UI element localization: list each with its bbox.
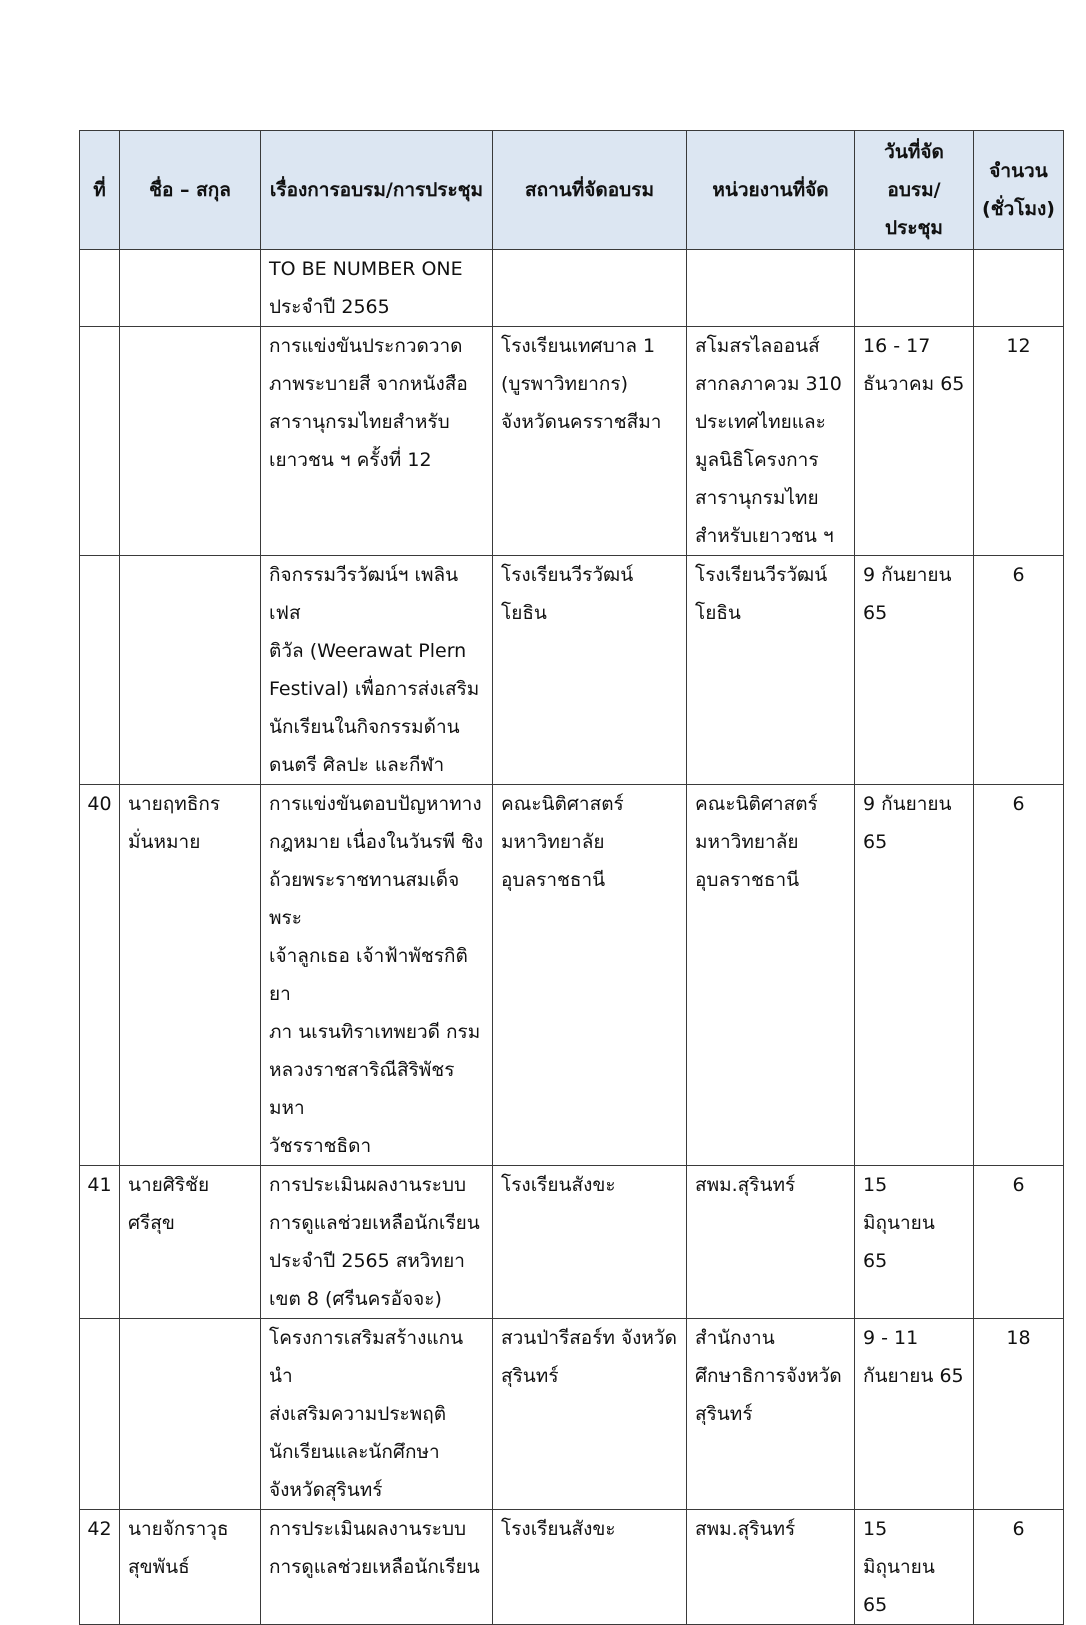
cell-name — [120, 785, 261, 1166]
cell-name — [120, 556, 261, 785]
cell-organizer-line: ประเทศไทยและ — [695, 411, 826, 433]
cell-topic-line: TO BE NUMBER ONE — [269, 258, 463, 280]
cell-venue — [493, 327, 687, 556]
cell-name — [120, 1510, 261, 1625]
cell-topic-line: นักเรียนและนักศึกษา — [269, 1441, 440, 1463]
cell-name — [120, 327, 261, 556]
header-venue: สถานที่จัดอบรม — [493, 131, 687, 250]
cell-venue — [493, 1510, 687, 1625]
cell-topic-line: กิจกรรมวีรวัฒน์ฯ เพลินเฟส — [269, 564, 459, 624]
cell-name — [120, 250, 261, 327]
cell-venue-line: (บูรพาวิทยากร) — [501, 373, 628, 395]
header-hours — [974, 131, 1064, 250]
cell-organizer-line: มหาวิทยาลัย — [695, 831, 799, 853]
cell-name-line: ศรีสุข — [128, 1212, 175, 1234]
cell-no — [80, 556, 120, 785]
header-date-line: วันที่จัด — [884, 141, 944, 163]
cell-hours — [974, 250, 1064, 327]
cell-organizer — [687, 1319, 855, 1510]
cell-no — [80, 250, 120, 327]
header-date — [855, 131, 974, 250]
cell-topic-line: นักเรียนในกิจกรรมด้าน — [269, 716, 460, 738]
cell-date — [855, 250, 974, 327]
cell-date-line: 15 มิถุนายน — [863, 1174, 935, 1234]
cell-organizer-line: มูลนิธิโครงการ — [695, 449, 819, 471]
cell-date-line: 65 — [863, 602, 888, 624]
cell-topic-line: การแข่งขันตอบปัญหาทาง — [269, 793, 482, 815]
cell-organizer — [687, 1166, 855, 1319]
cell-organizer-line: สพม.สุรินทร์ — [695, 1174, 796, 1196]
cell-date-line: 9 กันยายน — [863, 793, 952, 815]
cell-venue — [493, 250, 687, 327]
cell-organizer — [687, 556, 855, 785]
cell-venue-line: โรงเรียนสังขะ — [501, 1518, 616, 1540]
cell-topic-line: การดูแลช่วยเหลือนักเรียน — [269, 1556, 480, 1578]
cell-topic-line: โครงการเสริมสร้างแกนนำ — [269, 1327, 464, 1387]
cell-name-line: สุขพันธ์ — [128, 1556, 190, 1578]
cell-venue-line: สุรินทร์ — [501, 1365, 559, 1387]
cell-date — [855, 1319, 974, 1510]
table-header — [80, 131, 1064, 250]
header-hours-line: จำนวน — [989, 160, 1048, 182]
cell-no — [80, 327, 120, 556]
header-hours-line: (ชั่วโมง) — [982, 198, 1055, 220]
cell-no: 41 — [80, 1166, 120, 1319]
cell-topic-line: การดูแลช่วยเหลือนักเรียน — [269, 1212, 480, 1234]
cell-topic — [261, 785, 493, 1166]
cell-name — [120, 1166, 261, 1319]
cell-topic — [261, 250, 493, 327]
cell-name-line: นายฤทธิกร — [128, 793, 221, 815]
cell-topic-line: การประเมินผลงานระบบ — [269, 1518, 467, 1540]
cell-topic-line: ภาพระบายสี จากหนังสือ — [269, 373, 468, 395]
cell-hours: 18 — [974, 1319, 1064, 1510]
cell-hours: 12 — [974, 327, 1064, 556]
cell-date-line: 9 กันยายน — [863, 564, 952, 586]
cell-name-line: นายจักราวุธ — [128, 1518, 229, 1540]
cell-topic-line: ถ้วยพระราชทานสมเด็จพระ — [269, 869, 460, 929]
cell-name — [120, 1319, 261, 1510]
cell-venue — [493, 785, 687, 1166]
header-topic: เรื่องการอบรม/การประชุม — [261, 131, 493, 250]
cell-date-line: 16 - 17 — [863, 335, 931, 357]
header-row — [80, 131, 1064, 250]
training-table — [79, 130, 1064, 1625]
cell-date-line: 9 - 11 — [863, 1327, 919, 1349]
cell-topic-line: วัชรราชธิดา — [269, 1135, 372, 1157]
cell-date-line: 65 — [863, 1250, 888, 1272]
cell-topic-line: เจ้าลูกเธอ เจ้าฟ้าพัชรกิติยา — [269, 945, 468, 1005]
cell-topic-line: ดนตรี ศิลปะ และกีฬา — [269, 754, 445, 776]
cell-topic-line: เขต 8 (ศรีนครอัจจะ) — [269, 1288, 442, 1310]
table-row — [80, 327, 1064, 556]
cell-organizer-line: สุรินทร์ — [695, 1403, 753, 1425]
cell-topic-line: การประเมินผลงานระบบ — [269, 1174, 467, 1196]
cell-organizer-line: สารานุกรมไทย — [695, 487, 819, 509]
cell-venue-line: โรงเรียนสังขะ — [501, 1174, 616, 1196]
cell-no — [80, 1319, 120, 1510]
cell-topic-line: ประจำปี 2565 สหวิทยา — [269, 1250, 465, 1272]
cell-organizer — [687, 327, 855, 556]
cell-organizer-line: โรงเรียนวีรวัฒน์ — [695, 564, 828, 586]
cell-topic-line: กฎหมาย เนื่องในวันรพี ชิง — [269, 831, 484, 853]
header-date-line: อบรม/ — [887, 179, 941, 201]
cell-date — [855, 1510, 974, 1625]
table-row — [80, 1319, 1064, 1510]
cell-organizer-line: อุบลราชธานี — [695, 869, 800, 891]
cell-venue-line: อุบลราชธานี — [501, 869, 606, 891]
table-body — [80, 250, 1064, 1625]
cell-date-line: กันยายน 65 — [863, 1365, 964, 1387]
cell-topic-line: หลวงราชสาริณีสิริพัชร มหา — [269, 1059, 455, 1119]
cell-date-line: ธันวาคม 65 — [863, 373, 965, 395]
cell-venue — [493, 556, 687, 785]
cell-venue — [493, 1319, 687, 1510]
cell-organizer-line: ศึกษาธิการจังหวัด — [695, 1365, 842, 1387]
cell-topic-line: ประจำปี 2565 — [269, 296, 390, 318]
cell-venue-line: สวนป่ารีสอร์ท จังหวัด — [501, 1327, 677, 1349]
cell-name-line: นายศิริชัย — [128, 1174, 210, 1196]
cell-venue — [493, 1166, 687, 1319]
cell-topic — [261, 556, 493, 785]
cell-hours: 6 — [974, 1166, 1064, 1319]
table-row — [80, 250, 1064, 327]
cell-venue-line: โรงเรียนเทศบาล 1 — [501, 335, 656, 357]
cell-date — [855, 556, 974, 785]
cell-hours: 6 — [974, 1510, 1064, 1625]
cell-date — [855, 785, 974, 1166]
cell-date-line: 15 มิถุนายน — [863, 1518, 935, 1578]
cell-topic — [261, 1166, 493, 1319]
cell-venue-line: คณะนิติศาสตร์ — [501, 793, 624, 815]
cell-topic — [261, 327, 493, 556]
cell-organizer-line: สำหรับเยาวชน ฯ — [695, 525, 834, 547]
cell-venue-line: มหาวิทยาลัย — [501, 831, 605, 853]
cell-topic-line: จังหวัดสุรินทร์ — [269, 1479, 383, 1501]
cell-topic-line: Festival) เพื่อการส่งเสริม — [269, 678, 480, 700]
header-date-line: ประชุม — [885, 217, 943, 239]
cell-date — [855, 327, 974, 556]
cell-topic-line: เยาวชน ฯ ครั้งที่ 12 — [269, 449, 432, 471]
cell-name-line: มั่นหมาย — [128, 831, 201, 853]
table-row — [80, 1510, 1064, 1625]
header-name: ชื่อ – สกุล — [120, 131, 261, 250]
cell-organizer-line: สำนักงาน — [695, 1327, 775, 1349]
cell-date — [855, 1166, 974, 1319]
cell-hours: 6 — [974, 556, 1064, 785]
cell-topic-line: ส่งเสริมความประพฤติ — [269, 1403, 447, 1425]
table-row — [80, 556, 1064, 785]
cell-topic-line: สารานุกรมไทยสำหรับ — [269, 411, 450, 433]
cell-topic — [261, 1319, 493, 1510]
cell-organizer — [687, 250, 855, 327]
cell-topic-line: การแข่งขันประกวดวาด — [269, 335, 463, 357]
cell-hours: 6 — [974, 785, 1064, 1166]
header-no: ที่ — [80, 131, 120, 250]
cell-organizer-line: สโมสรไลออนส์ — [695, 335, 820, 357]
cell-organizer — [687, 785, 855, 1166]
cell-topic-line: ภา นเรนทิราเทพยวดี กรม — [269, 1021, 481, 1043]
cell-date-line: 65 — [863, 831, 888, 853]
cell-venue-line: จังหวัดนครราชสีมา — [501, 411, 662, 433]
cell-date-line: 65 — [863, 1594, 888, 1616]
cell-venue-line: โรงเรียนวีรวัฒน์โยธิน — [501, 564, 634, 624]
table-row — [80, 785, 1064, 1166]
cell-organizer — [687, 1510, 855, 1625]
cell-organizer-line: สากลภาควม 310 — [695, 373, 842, 395]
cell-no: 40 — [80, 785, 120, 1166]
header-organizer: หน่วยงานที่จัด — [687, 131, 855, 250]
cell-no: 42 — [80, 1510, 120, 1625]
cell-topic — [261, 1510, 493, 1625]
cell-organizer-line: สพม.สุรินทร์ — [695, 1518, 796, 1540]
cell-organizer-line: โยธิน — [695, 602, 741, 624]
table-row — [80, 1166, 1064, 1319]
cell-topic-line: ติวัล (Weerawat Plern — [269, 640, 467, 662]
cell-organizer-line: คณะนิติศาสตร์ — [695, 793, 818, 815]
